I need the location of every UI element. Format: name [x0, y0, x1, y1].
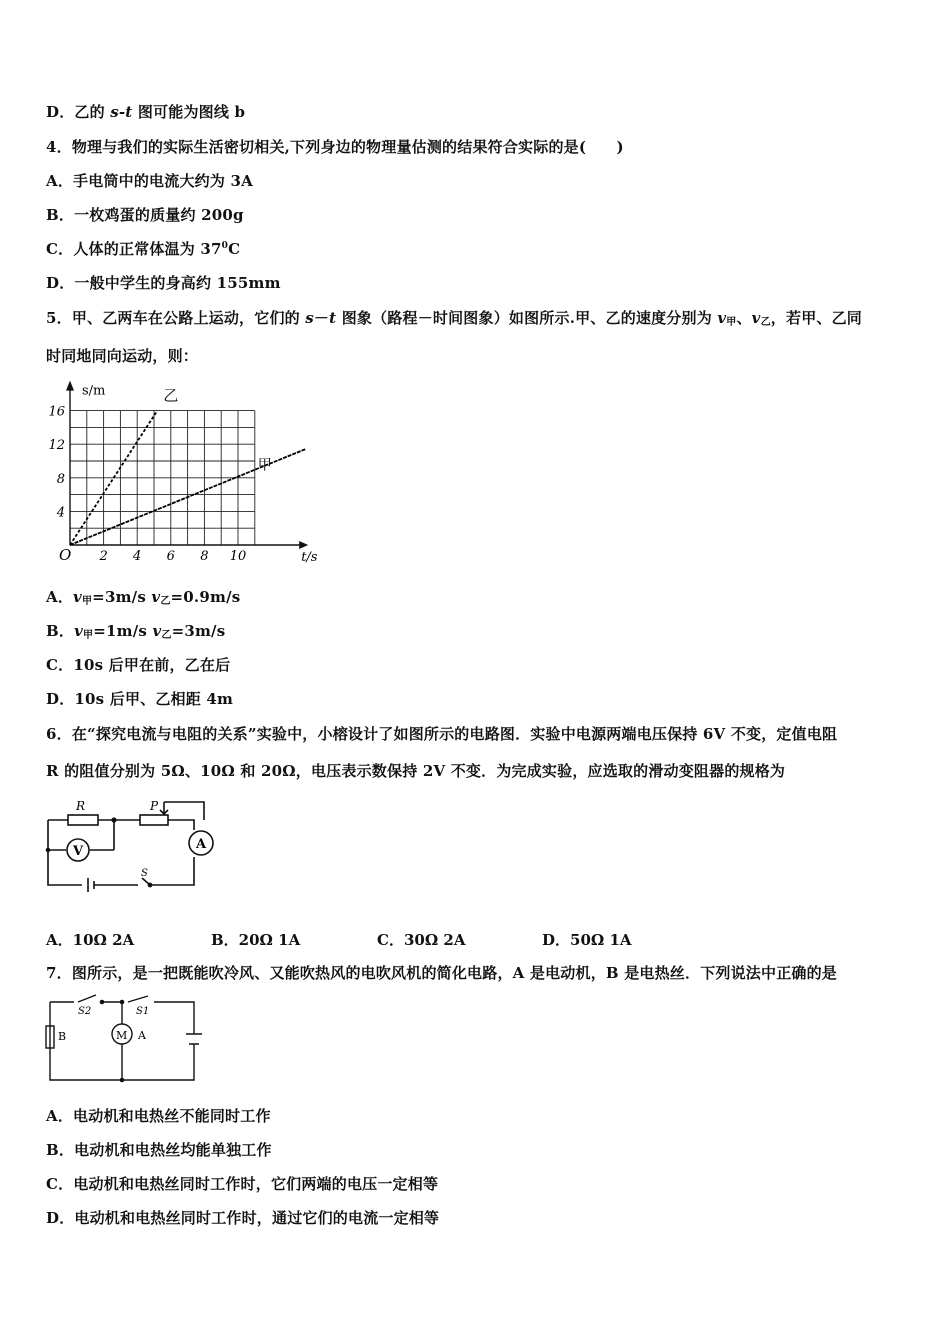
st-chart — [40, 375, 320, 570]
series-label: 甲 — [257, 457, 272, 474]
q3-option-d: D．乙的 s-t 图可能为图线 b — [46, 103, 246, 121]
y-tick-label: 12 — [48, 438, 65, 454]
x-axis-arrow — [299, 541, 308, 549]
q4-option-d: D．一般中学生的身高约 155mm — [46, 274, 281, 292]
q7-option-d: D．电动机和电热丝同时工作时，通过它们的电流一定相等 — [46, 1209, 440, 1227]
label-r: R — [76, 799, 86, 813]
q4-option-c: C．人体的正常体温为 $37^0C$ — [46, 240, 241, 258]
voltmeter-label: V — [73, 844, 84, 859]
q6-option-b: B．20Ω 1A — [211, 931, 301, 949]
q6-option-d: D．50Ω 1A — [542, 931, 632, 949]
q6-option-c: C．30Ω 2A — [377, 931, 466, 949]
q5-option-b: B．$v_甲=1m/s$ $v_乙=3m/s$ — [46, 622, 226, 641]
q6-option-a: A．10Ω 2A — [46, 931, 135, 949]
y-axis-arrow — [66, 381, 74, 391]
q6-stem-cont: R 的阻值分别为 5Ω、10Ω 和 20Ω，电压表示数保持 2V 不变．为完成实验，应选取的滑动变阻器的规格为 — [46, 762, 786, 780]
y-tick-label: 8 — [56, 471, 65, 487]
switch-label: S — [141, 868, 148, 879]
x-tick-label: 6 — [166, 549, 175, 564]
label-s1: S1 — [136, 1006, 150, 1017]
chart-plot — [48, 381, 317, 565]
label-p: P — [150, 799, 159, 813]
circuit-diagram-q6 — [44, 790, 216, 894]
series-label: 乙 — [163, 386, 179, 405]
label-b: B — [58, 1030, 67, 1043]
origin-label: O — [59, 546, 72, 564]
ammeter-label: A — [196, 837, 207, 852]
q7-option-b: B．电动机和电热丝均能单独工作 — [46, 1141, 272, 1159]
x-tick-label: 10 — [229, 549, 247, 564]
q4-option-a: A．手电筒中的电流大约为 3A — [46, 172, 253, 190]
q4-option-b: B．一枚鸡蛋的质量约 200g — [46, 206, 244, 224]
x-tick-label: 8 — [200, 549, 209, 564]
q5-option-c: C．10s 后甲在前，乙在后 — [46, 656, 231, 674]
q5-stem-cont: 时同地同向运动，则： — [46, 347, 199, 365]
x-axis-label: t/s — [301, 550, 318, 565]
label-a: A — [138, 1029, 146, 1042]
q6-stem: 6．在“探究电流与电阻的关系”实验中，小榕设计了如图所示的电路图．实验中电源两端电压保持 6V 不变，定值电阻 — [46, 725, 838, 743]
y-tick-label: 4 — [56, 505, 65, 521]
motor-label: M — [116, 1029, 128, 1042]
y-tick-label: 16 — [48, 404, 65, 420]
y-axis-label: s/m — [82, 383, 106, 399]
q7-stem: 7．图所示，是一把既能吹冷风、又能吹热风的电吹风机的简化电路，A 是电动机，B 是电热丝．下列说法中正确的是 — [46, 964, 838, 982]
q5-option-a: A．$v_甲=3m/s$ $v_乙=0.9m/s$ — [46, 588, 241, 607]
q7-option-a: A．电动机和电热丝不能同时工作 — [46, 1107, 271, 1125]
label-s2: S2 — [78, 1006, 92, 1017]
q7-option-c: C．电动机和电热丝同时工作时，它们两端的电压一定相等 — [46, 1175, 439, 1193]
x-tick-label: 2 — [99, 549, 108, 564]
circuit-diagram-q7 — [44, 994, 204, 1084]
q5-stem: 5．甲、乙两车在公路上运动，它们的 s－t 图象（路程－时间图象）如图所示.甲、乙的速度分别为 $v_甲$、$v_乙$，若甲、乙同 — [46, 309, 862, 328]
x-tick-label: 4 — [133, 549, 142, 564]
q5-option-d: D．10s 后甲、乙相距 4m — [46, 690, 234, 708]
q4-stem: 4．物理与我们的实际生活密切相关,下列身边的物理量估测的结果符合实际的是( ) — [46, 138, 624, 156]
